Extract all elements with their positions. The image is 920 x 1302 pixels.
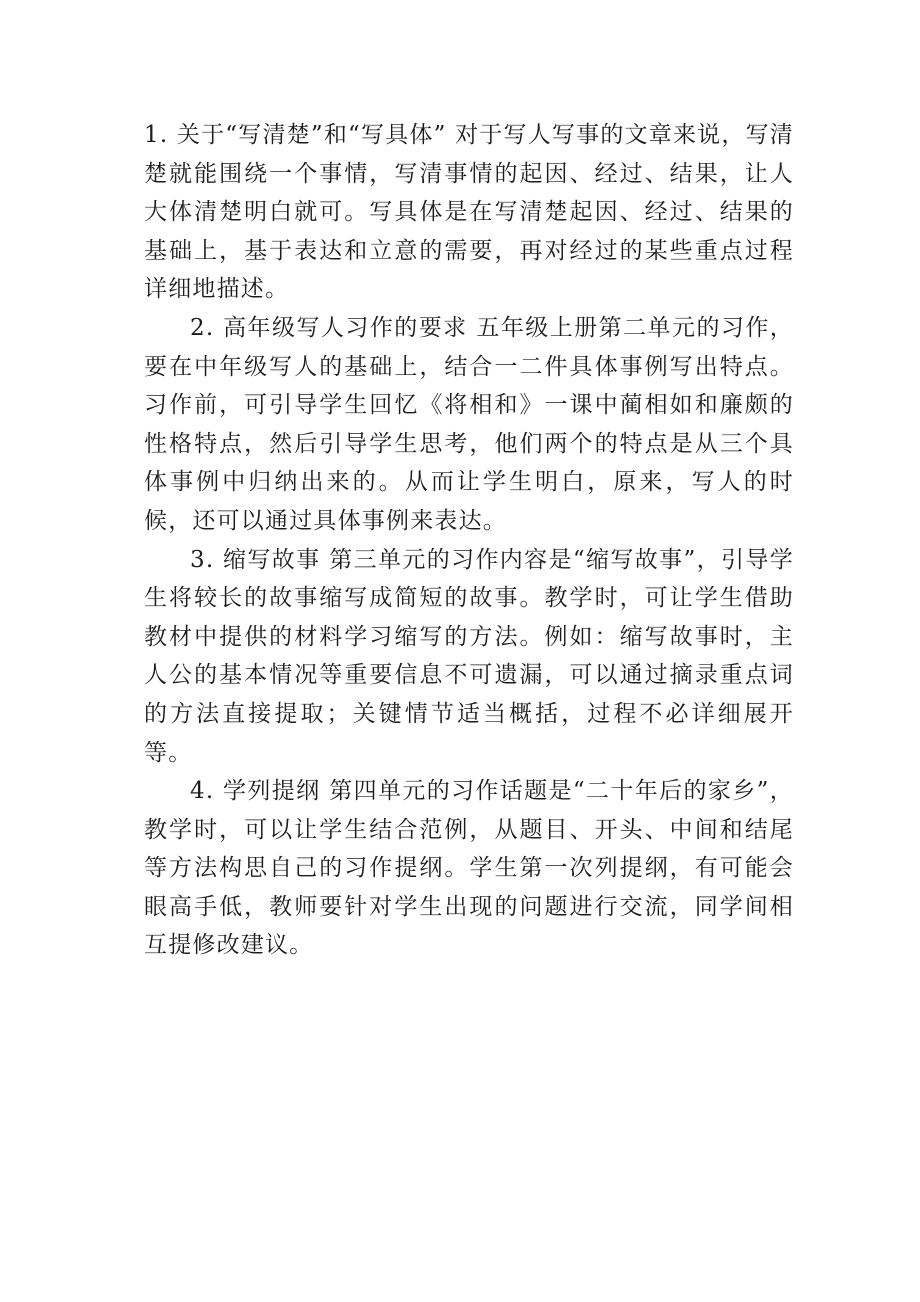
paragraph-2: 2. 高年级写人习作的要求 五年级上册第二单元的习作，要在中年级写人的基础上，结合一二件具体事例写出特点。习作前，可引导学生回忆《将相和》一课中蔺相如和廉颇的性格特点，然后引导学生思考，他们两个的特点是从三个具体事例中归纳出来的。从而让学生明白，原来，写人的时候，还可以通过具体事例来表达。 <box>144 314 794 534</box>
paragraph-1: 1. 关于“写清楚”和“写具体” 对于写人写事的文章来说，写清楚就能围绕一个事情，写清事情的起因、经过、结果，让人大体清楚明白就可。写具体是在写清楚起因、经过、结果的基础上，基于表达和立意的需要，再对经过的某些重点过程详细地描述。 <box>144 122 794 303</box>
document-body <box>144 116 794 965</box>
paragraph-4: 4. 学列提纲 第四单元的习作话题是“二十年后的家乡”，教学时，可以让学生结合范例，从题目、开头、中间和结尾等方法构思自己的习作提纲。学生第一次列提纲，有可能会眼高手低，教师要针对学生出现的问题进行交流，同学间相互提修改建议。 <box>144 778 794 959</box>
paragraph-3: 3. 缩写故事 第三单元的习作内容是“缩写故事”，引导学生将较长的故事缩写成简短的故事。教学时，可让学生借助教材中提供的材料学习缩写的方法。例如：缩写故事时，主人公的基本情况等重要信息不可遗漏，可以通过摘录重点词的方法直接提取；关键情节适当概括，过程不必详细展开等。 <box>144 546 794 766</box>
